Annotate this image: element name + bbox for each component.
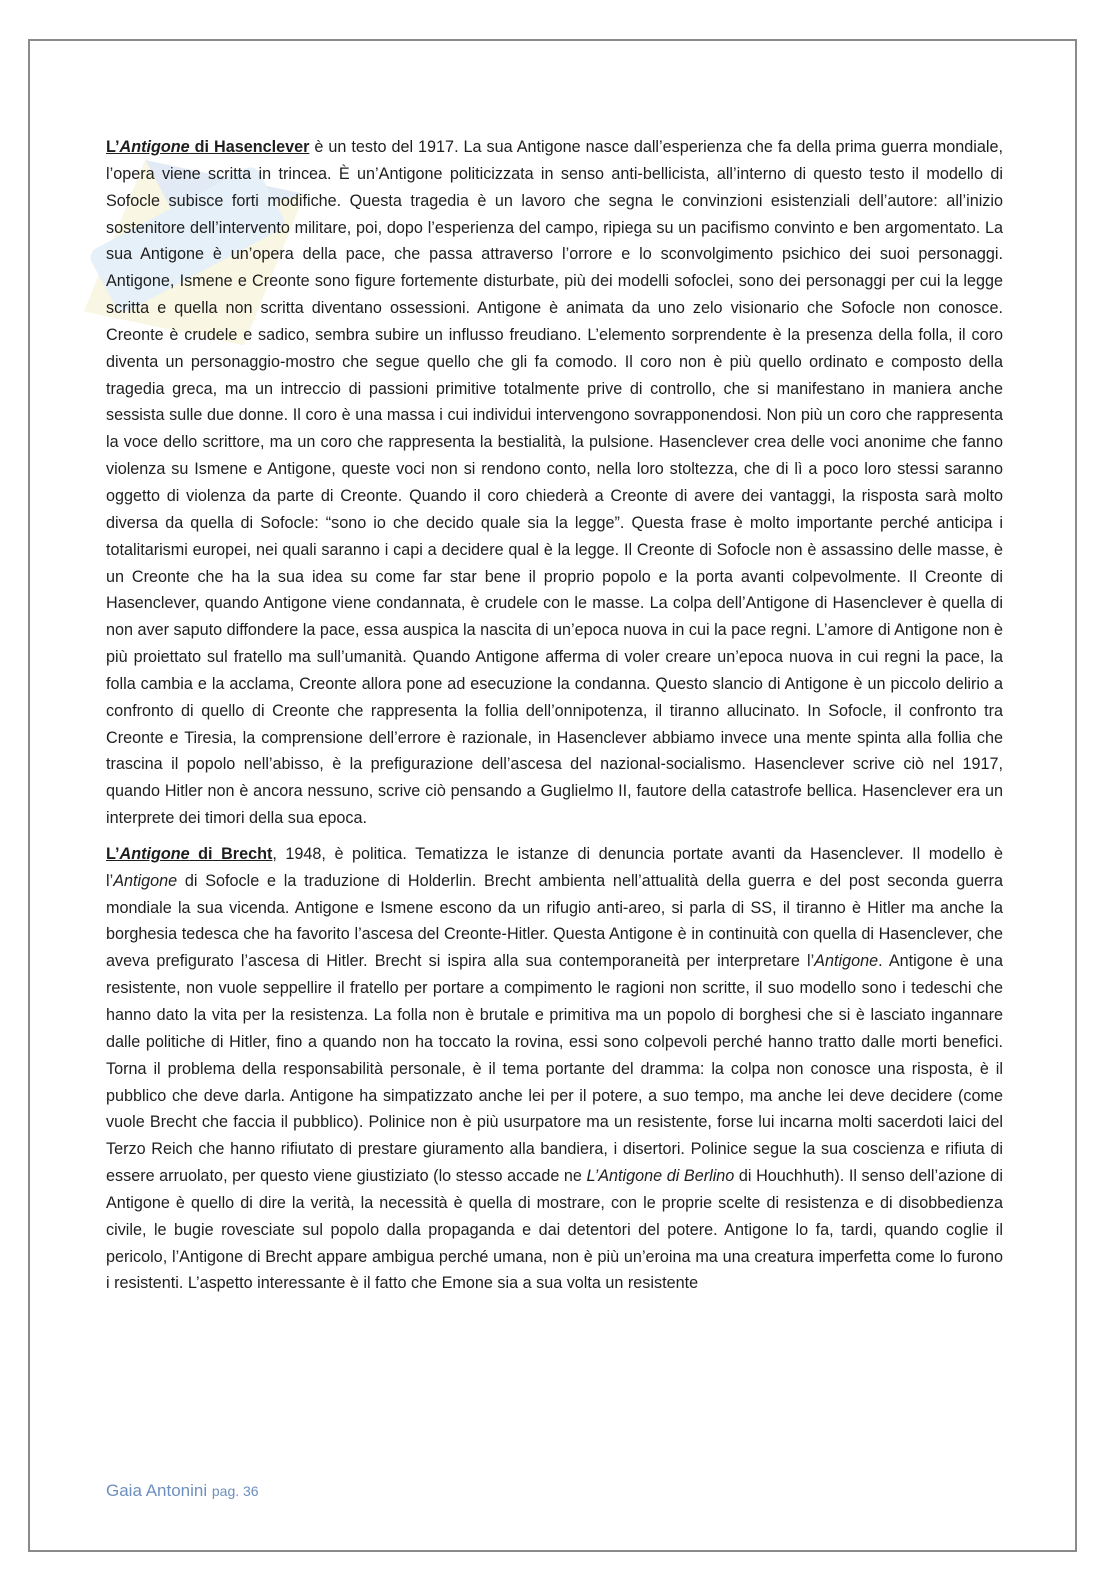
section-heading-hasenclever: L’Antigone di Hasenclever: [106, 138, 310, 156]
footer-author: Gaia Antonini: [106, 1481, 208, 1500]
paragraph-brecht: L’Antigone di Brecht, 1948, è politica. Tematizza le istanze di denuncia portate avanti da Hasenclever. Il modello è l’Antigone di Sofocle e la traduzione di Holderlin. Brecht ambienta nell’attualità della guerra e del post seconda guerra mondiale la sua vicenda. Antigone e Ismene escono da un rifugio anti-areo, si parla di SS, il tiranno è Hitler ma anche la borghesia tedesca che ha favorito l’ascesa del Creonte-Hitler. Questa Antigone è in continuità con quella di Hasenclever, che aveva prefigurato l’ascesa di Hitler. Brecht si ispira alla sua contemporaneità per interpretare l’Antigone. Antigone è una resistente, non vuole seppellire il fratello per portare a compimento le ragioni non scritte, il suo modello sono i tedeschi che hanno dato la vita per la resistenza. La folla non è brutale e primitiva ma un popolo di borghesi che si è lasciato ingannare dalle politiche di Hitler, fino a quando non ha toccato la rovina, essi sono colpevoli perché hanno tratto dalle morti benefici. Torna il problema della responsabilità personale, è il tema portante del dramma: la colpa non conosce una risposta, è il pubblico che deve darla. Antigone ha simpatizzato anche lei per il potere, a suo tempo, ma anche lei deve decidere (come vuole Brecht che faccia il pubblico). Polinice non è più usurpatore ma un resistente, forse lui incarna molti sacerdoti laici del Terzo Reich che hanno rifiutato di prestare giuramento alla bandiera, i disertori. Polinice segue la sua coscienza e rifiuta di essere arruolato, per questo viene giustiziato (lo stesso accade ne L’Antigone di Berlino di Houchhuth). Il senso dell’azione di Antigone è quello di dire la verità, la necessità è quella di mostrare, con le proprie scelte di resistenza e di disobbedienza civile, le bugie rovesciate sul popolo dalla propaganda e dai detentori del potere. Antigone lo fa, tardi, quando coglie il pericolo, l’Antigone di Brecht appare ambigua perché umana, non è più un’eroina ma una creatura imperfetta come lo furono i resistenti. L’aspetto interessante è il fatto che Emone sia a sua volta un resistente: [106, 844, 1003, 1293]
paragraph-text: è un testo del 1917. La sua Antigone nasce dall’esperienza che fa della prima guerra mondiale, l’opera viene scritta in trincea. È un’Antigone politicizzata in senso anti-bellicista, all’interno di questo testo il modello di Sofocle subisce forti modifiche. Questa tragedia è un lavoro che segna le convinzioni esistenziali dell’autore: all’inizio sostenitore dell’intervento militare, poi, dopo l’esperienza del campo, ripiega su un pacifismo convinto e ben argomentato. La sua Antigone è un’opera della pace, che passa attraverso l’orrore e lo sconvolgimento psichico dei suoi personaggi. Antigone, Ismene e Creonte sono figure fortemente disturbate, più dei modelli sofoclei, sono dei personaggi per cui la legge scritta e quella non scritta diventano ossessioni. Antigone è animata da uno zelo visionario che Sofocle non conosce. Creonte è crudele e sadico, sembra subire un influsso freudiano. L’elemento sorprendente è la presenza della folla, il coro diventa un personaggio-mostro che segue quello che gli fa comodo. Il coro non è più quello ordinato e composto della tragedia greca, ma un intreccio di passioni primitive totalmente prive di controllo, che si manifestano in maniera anche sessista sulle due donne. Il coro è una massa i cui individui intervengono sovrapponendosi. Non più un coro che rappresenta la voce dello scrittore, ma un coro che rappresenta la bestialità, la pulsione. Hasenclever crea delle voci anonime che fanno violenza su Ismene e Antigone, queste voci non si rendono conto, nella loro stoltezza, che di lì a poco loro stessi saranno oggetto di violenza da parte di Creonte. Quando il coro chiederà a Creonte di avere dei vantaggi, la risposta sarà molto diversa da quella di Sofocle: “sono io che decido quale sia la legge”. Questa frase è molto importante perché anticipa i totalitarismi europei, nei quali saranno i capi a decidere qual è la legge. Il Creonte di Sofocle non è assassino delle masse, è un Creonte che ha la sua idea su come far star bene il proprio popolo e la porta avanti colpevolmente. Il Creonte di Hasenclever, quando Antigone viene condannata, è crudele con le masse. La colpa dell’Antigone di Hasenclever è quella di non aver saputo diffondere la pace, essa auspica la nascita di un’epoca nuova in cui la pace regni. L’amore di Antigone non è più proiettato sul fratello ma sull’umanità. Quando Antigone afferma di voler creare un’epoca nuova in cui regni la pace, la folla cambia e la acclama, Creonte allora pone ad esecuzione la condanna. Questo slancio di Antigone è un piccolo delirio a confronto di quello di Creonte che rappresenta la follia dell’onnipotenza, il tiranno allucinato. In Sofocle, il confronto tra Creonte e Tiresia, la comprensione dell’errore è razionale, in Hasenclever abbiamo invece una mente spinta alla follia che trascina il popolo nell’abisso, è la prefigurazione dell’ascesa del nazional-socialismo. Hasenclever scrive ciò nel 1917, quando Hitler non è ancora nessuno, scrive ciò pensando a Guglielmo II, fautore della catastrofe bellica. Hasenclever era un interprete dei timori della sua epoca.: [106, 138, 1003, 828]
page-number: pag. 36: [211, 1483, 259, 1499]
document-body: [106, 134, 1003, 1306]
page-footer: [106, 1481, 259, 1501]
paragraph-hasenclever: [106, 134, 1003, 832]
section-heading-brecht: L’Antigone di Brecht: [106, 844, 273, 863]
